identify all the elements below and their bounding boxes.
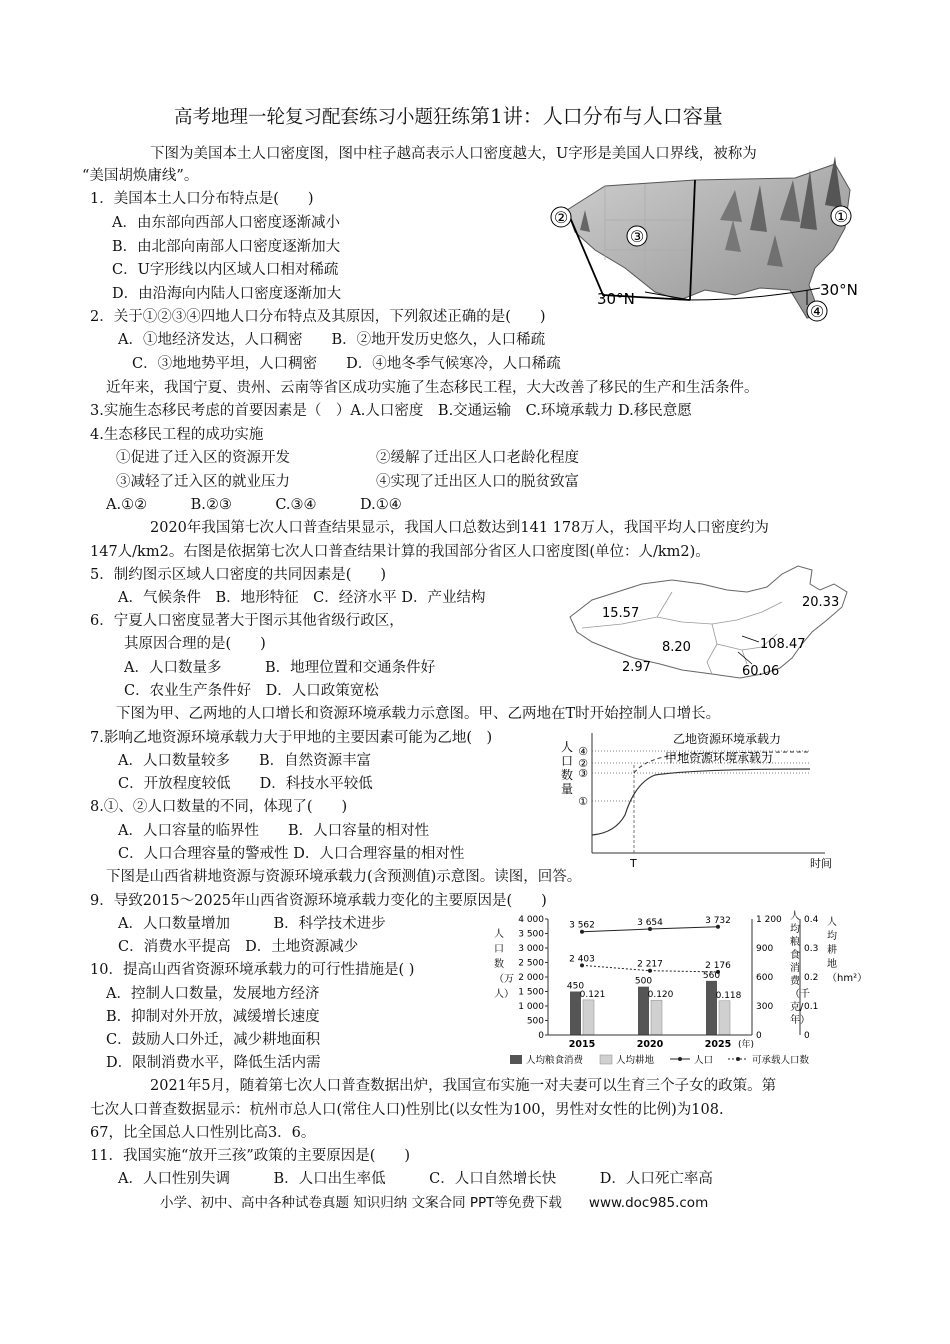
footer: 小学、初中、高中各种试卷真题 知识归纳 文案合同 PPT等免费下载 www.doc985.com bbox=[160, 1195, 709, 1211]
q11-options: A．人口性别失调 B．人口出生率低 C．人口自然增长快 D．人口死亡率高 bbox=[118, 1171, 713, 1187]
right-axis-title-char: 均 bbox=[827, 931, 837, 942]
right-tick-label: 0.3 bbox=[804, 944, 819, 954]
mid-tick-label: 300 bbox=[756, 1002, 774, 1012]
mid-axis-title-char: 克/ bbox=[790, 1002, 804, 1013]
x-axis-label: 时间 bbox=[810, 857, 832, 870]
legend-dot-capacity bbox=[736, 1057, 740, 1061]
q10-option-b: B．抑制对外开放，减缓增长速度 bbox=[106, 1009, 320, 1025]
q1-option-a: A．由东部向西部人口密度逐渐减小 bbox=[112, 215, 340, 231]
intro-china-line2: 147人/km2。右图是依据第七次人口普查结果计算的我国部分省区人口密度图(单位：人/km2)。 bbox=[90, 544, 710, 560]
question-11: 11．我国实施“放开三孩”政策的主要原因是( ) bbox=[90, 1148, 411, 1164]
legend-label-capacity: 可承载人口数 bbox=[752, 1055, 810, 1066]
left-tick-label: 2 500 bbox=[518, 958, 544, 969]
legend-label-land: 人均耕地 bbox=[616, 1055, 655, 1066]
mid-tick-label: 600 bbox=[756, 973, 774, 983]
left-axis-title-char: 人 bbox=[494, 929, 504, 940]
right-tick-label: 0 bbox=[804, 1031, 810, 1041]
line-jia-label: 甲地资源环境承载力 bbox=[665, 751, 774, 765]
left-tick-label: 4 000 bbox=[518, 915, 544, 925]
chart-legend bbox=[510, 1054, 810, 1066]
q9-options-cd: C．消费水平提高 D．土地资源减少 bbox=[118, 939, 359, 955]
label-land-2015: 0.121 bbox=[579, 989, 606, 1000]
right-axis-title-char: 地 bbox=[827, 959, 837, 970]
left-axis-title-char: 人） bbox=[494, 989, 514, 1000]
label-land-2025: 0.118 bbox=[715, 990, 742, 1001]
q2-options-ab: A．①地经济发达，人口稠密 B．②地开发历史悠久，人口稀疏 bbox=[118, 332, 546, 348]
question-9: 9．导致2015～2025年山西省资源环境承载力变化的主要原因是( ) bbox=[90, 893, 547, 909]
level-2: ② bbox=[578, 757, 588, 770]
left-tick-label: 2 000 bbox=[518, 973, 544, 983]
q1-option-c: C．U字形线以内区域人口相对稀疏 bbox=[112, 262, 339, 278]
mid-tick-label: 900 bbox=[756, 944, 774, 954]
q4-statement-4: ④实现了迁出区人口的脱贫致富 bbox=[376, 474, 579, 490]
question-6: 6．宁夏人口密度显著大于图示其他省级行政区， bbox=[90, 613, 404, 629]
right-tick-label: 0.2 bbox=[804, 973, 819, 983]
label-capacity-2015: 2 403 bbox=[569, 954, 595, 965]
question-2: 2．关于①②③④四地人口分布特点及其原因，下列叙述正确的是( ) bbox=[90, 309, 546, 325]
q10-option-c: C．鼓励人口外迁，减少耕地面积 bbox=[106, 1032, 321, 1048]
usa-lat-left: 30°N bbox=[597, 290, 635, 308]
question-4: 4.生态移民工程的成功实施 bbox=[90, 427, 264, 443]
label-population-2015: 3 562 bbox=[569, 920, 595, 931]
question-10: 10．提高山西省资源环境承载力的可行性措施是( ) bbox=[90, 962, 415, 978]
mid-axis-title-char: 消 bbox=[790, 963, 800, 974]
level-1: ① bbox=[578, 795, 588, 808]
left-tick-label: 0 bbox=[538, 1031, 544, 1041]
q10-option-d: D．限制消费水平，降低生活内需 bbox=[106, 1055, 321, 1071]
intro-policy-line3: 67，比全国总人口性别比高3．6。 bbox=[90, 1125, 316, 1141]
q7-options-cd: C．开放程度较低 D．科技水平较低 bbox=[118, 776, 373, 792]
intro-policy-line1: 2021年5月，随着第七次人口普查数据出炉，我国宣布实施一对夫妻可以生育三个子女的政策。第 bbox=[150, 1078, 777, 1094]
intro-china-line1: 2020年我国第七次人口普查结果显示，我国人口总数达到141 178万人，我国平均人口密度约为 bbox=[150, 520, 769, 536]
cn-value-gansu: 60.06 bbox=[742, 664, 780, 679]
x-tick-label: 2015 bbox=[568, 1039, 596, 1050]
right-axis-title-char: 人 bbox=[827, 917, 837, 928]
question-6-cont: 其原因合理的是( ) bbox=[124, 636, 266, 652]
label-capacity-2025: 2 176 bbox=[705, 960, 731, 971]
q9-options-ab: A．人口数量增加 B．科学技术进步 bbox=[118, 916, 386, 932]
legend-dot-population bbox=[678, 1057, 682, 1061]
usa-marker-1: ① bbox=[833, 207, 849, 226]
intro-capacity: 下图为甲、乙两地的人口增长和资源环境承载力示意图。甲、乙两地在T时开始控制人口增长。 bbox=[116, 706, 721, 722]
q5-options: A．气候条件 B．地形特征 C．经济水平 D．产业结构 bbox=[118, 590, 486, 606]
usa-marker-4: ④ bbox=[809, 302, 825, 321]
level-4: ④ bbox=[578, 745, 588, 758]
right-tick-label: 0.1 bbox=[804, 1002, 819, 1012]
x-tick-label: 2020 bbox=[636, 1039, 664, 1050]
usa-density-map bbox=[545, 150, 875, 350]
label-population-2025: 3 732 bbox=[705, 915, 731, 926]
usa-marker-3: ③ bbox=[629, 227, 645, 246]
legend-label-food: 人均粮食消费 bbox=[526, 1055, 584, 1066]
mid-axis-title-char: 均 bbox=[790, 924, 800, 935]
title-prefix: 高考地理一轮复习配套练习小题狂练 bbox=[174, 107, 471, 128]
left-axis-title-char: 数 bbox=[494, 959, 504, 970]
mid-axis-title-char: 年） bbox=[790, 1015, 810, 1026]
usa-marker-2: ② bbox=[553, 208, 569, 227]
label-food-2020: 500 bbox=[634, 976, 653, 987]
left-tick-label: 500 bbox=[526, 1016, 544, 1027]
mid-axis-title-char: 食 bbox=[790, 950, 800, 961]
china-density-map bbox=[562, 562, 862, 697]
legend-label-population: 人口 bbox=[694, 1055, 714, 1066]
label-capacity-2020: 2 217 bbox=[637, 959, 663, 970]
usa-lat-right: 30°N bbox=[820, 281, 858, 299]
chart-axes bbox=[494, 909, 867, 1050]
y-label-3: 数 bbox=[561, 768, 574, 782]
mid-tick-label: 0 bbox=[756, 1031, 762, 1041]
intro-policy-line2: 七次人口普查数据显示：杭州市总人口(常住人口)性别比(以女性为100，男性对女性的比例)为108. bbox=[90, 1102, 724, 1118]
q4-statement-3: ③减轻了迁入区的就业压力 bbox=[116, 474, 290, 490]
cn-value-xinjiang: 15.57 bbox=[602, 606, 640, 621]
q8-options-ab: A．人口容量的临界性 B．人口容量的相对性 bbox=[118, 823, 430, 839]
q6-options-cd: C．农业生产条件好 D．人口政策宽松 bbox=[124, 683, 379, 699]
cn-value-qinghai: 8.20 bbox=[662, 640, 691, 655]
label-population-2020: 3 654 bbox=[637, 918, 663, 929]
left-tick-label: 3 000 bbox=[518, 944, 544, 954]
shanxi-chart bbox=[490, 905, 868, 1073]
legend-swatch-land bbox=[600, 1055, 612, 1064]
q7-options-ab: A．人口数量较多 B．自然资源丰富 bbox=[118, 753, 372, 769]
capacity-diagram bbox=[555, 725, 845, 870]
intro-usa-line2: “美国胡焕庸线”。 bbox=[82, 168, 199, 184]
cn-value-neimenggu: 20.33 bbox=[802, 595, 840, 610]
legend-swatch-food bbox=[510, 1055, 522, 1064]
right-axis-title-char: 耕 bbox=[827, 945, 837, 956]
question-1: 1．美国本土人口分布特点是( ) bbox=[90, 191, 314, 207]
y-label-2: 口 bbox=[561, 754, 574, 768]
mid-axis-title-char: 费 bbox=[790, 976, 800, 987]
intro-shanxi: 下图是山西省耕地资源与资源环境承载力(含预测值)示意图。读图，回答。 bbox=[106, 869, 582, 885]
mid-axis-title-char: 人 bbox=[790, 911, 800, 922]
intro-migration: 近年来，我国宁夏、贵州、云南等省区成功实施了生态移民工程，大大改善了移民的生产和生活条件。 bbox=[106, 380, 759, 396]
label-food-2015: 450 bbox=[566, 981, 585, 992]
mid-tick-label: 1 200 bbox=[756, 915, 782, 925]
bar-land-2020 bbox=[651, 1000, 662, 1035]
cn-value-ningxia: 108.47 bbox=[760, 637, 806, 652]
q4-statement-1: ①促进了迁入区的资源开发 bbox=[116, 450, 290, 466]
x-unit-label: (年) bbox=[738, 1040, 755, 1050]
question-3: 3.实施生态移民考虑的首要因素是（ ）A.人口密度 B.交通运输 C.环境承载力 D.移民意愿 bbox=[90, 403, 692, 419]
q1-option-d: D．由沿海向内陆人口密度逐渐加大 bbox=[112, 286, 342, 302]
y-label-4: 量 bbox=[561, 782, 574, 796]
cn-value-xizang: 2.97 bbox=[622, 660, 651, 675]
question-8: 8.①、②人口数量的不同，体现了( ) bbox=[90, 799, 348, 815]
label-land-2020: 0.120 bbox=[647, 990, 674, 1001]
q6-options-ab: A．人口数量多 B．地理位置和交通条件好 bbox=[124, 660, 436, 676]
q4-statement-2: ②缓解了迁出区人口老龄化程度 bbox=[376, 450, 579, 466]
q2-options-cd: C．③地地势平坦，人口稠密 D．④地冬季气候寒冷，人口稀疏 bbox=[132, 356, 561, 372]
question-7: 7.影响乙地资源环境承载力大于甲地的主要因素可能为乙地( ) bbox=[90, 730, 493, 746]
y-label-1: 人 bbox=[561, 740, 574, 754]
title-main: 第1讲：人口分布与人口容量 bbox=[470, 104, 723, 128]
right-axis-title-char: （hm²） bbox=[827, 973, 868, 984]
page-title bbox=[174, 104, 723, 129]
left-axis-title-char: （万 bbox=[494, 974, 514, 985]
bar-food-2025 bbox=[706, 981, 717, 1035]
intro-usa-line1: 下图为美国本土人口密度图，图中柱子越高表示人口密度越大，U字形是美国人口界线，被称为 bbox=[150, 146, 757, 162]
q8-options-cd: C．人口合理容量的警戒性 D．人口合理容量的相对性 bbox=[118, 846, 465, 862]
q4-options: A.①② B.②③ C.③④ D.①④ bbox=[106, 497, 402, 513]
right-tick-label: 0.4 bbox=[804, 915, 819, 925]
bar-land-2015 bbox=[583, 1000, 594, 1035]
left-tick-label: 1 000 bbox=[518, 1002, 544, 1012]
left-axis-title-char: 口 bbox=[494, 944, 504, 955]
level-3: ③ bbox=[578, 767, 588, 780]
question-5: 5．制约图示区域人口密度的共同因素是( ) bbox=[90, 567, 387, 583]
label-food-2025: 560 bbox=[702, 970, 721, 981]
q1-option-b: B．由北部向南部人口密度逐渐加大 bbox=[112, 239, 341, 255]
mid-axis-title-char: （千 bbox=[790, 989, 810, 1000]
mid-axis-title-char: 粮 bbox=[790, 937, 800, 948]
t-label: T bbox=[630, 857, 637, 870]
bar-land-2025 bbox=[719, 1001, 730, 1035]
line-yi-label: 乙地资源环境承载力 bbox=[673, 732, 782, 746]
x-tick-label: 2025 bbox=[704, 1039, 732, 1050]
q10-option-a: A．控制人口数量，发展地方经济 bbox=[106, 986, 320, 1002]
left-tick-label: 1 500 bbox=[518, 987, 544, 998]
left-tick-label: 3 500 bbox=[518, 929, 544, 940]
